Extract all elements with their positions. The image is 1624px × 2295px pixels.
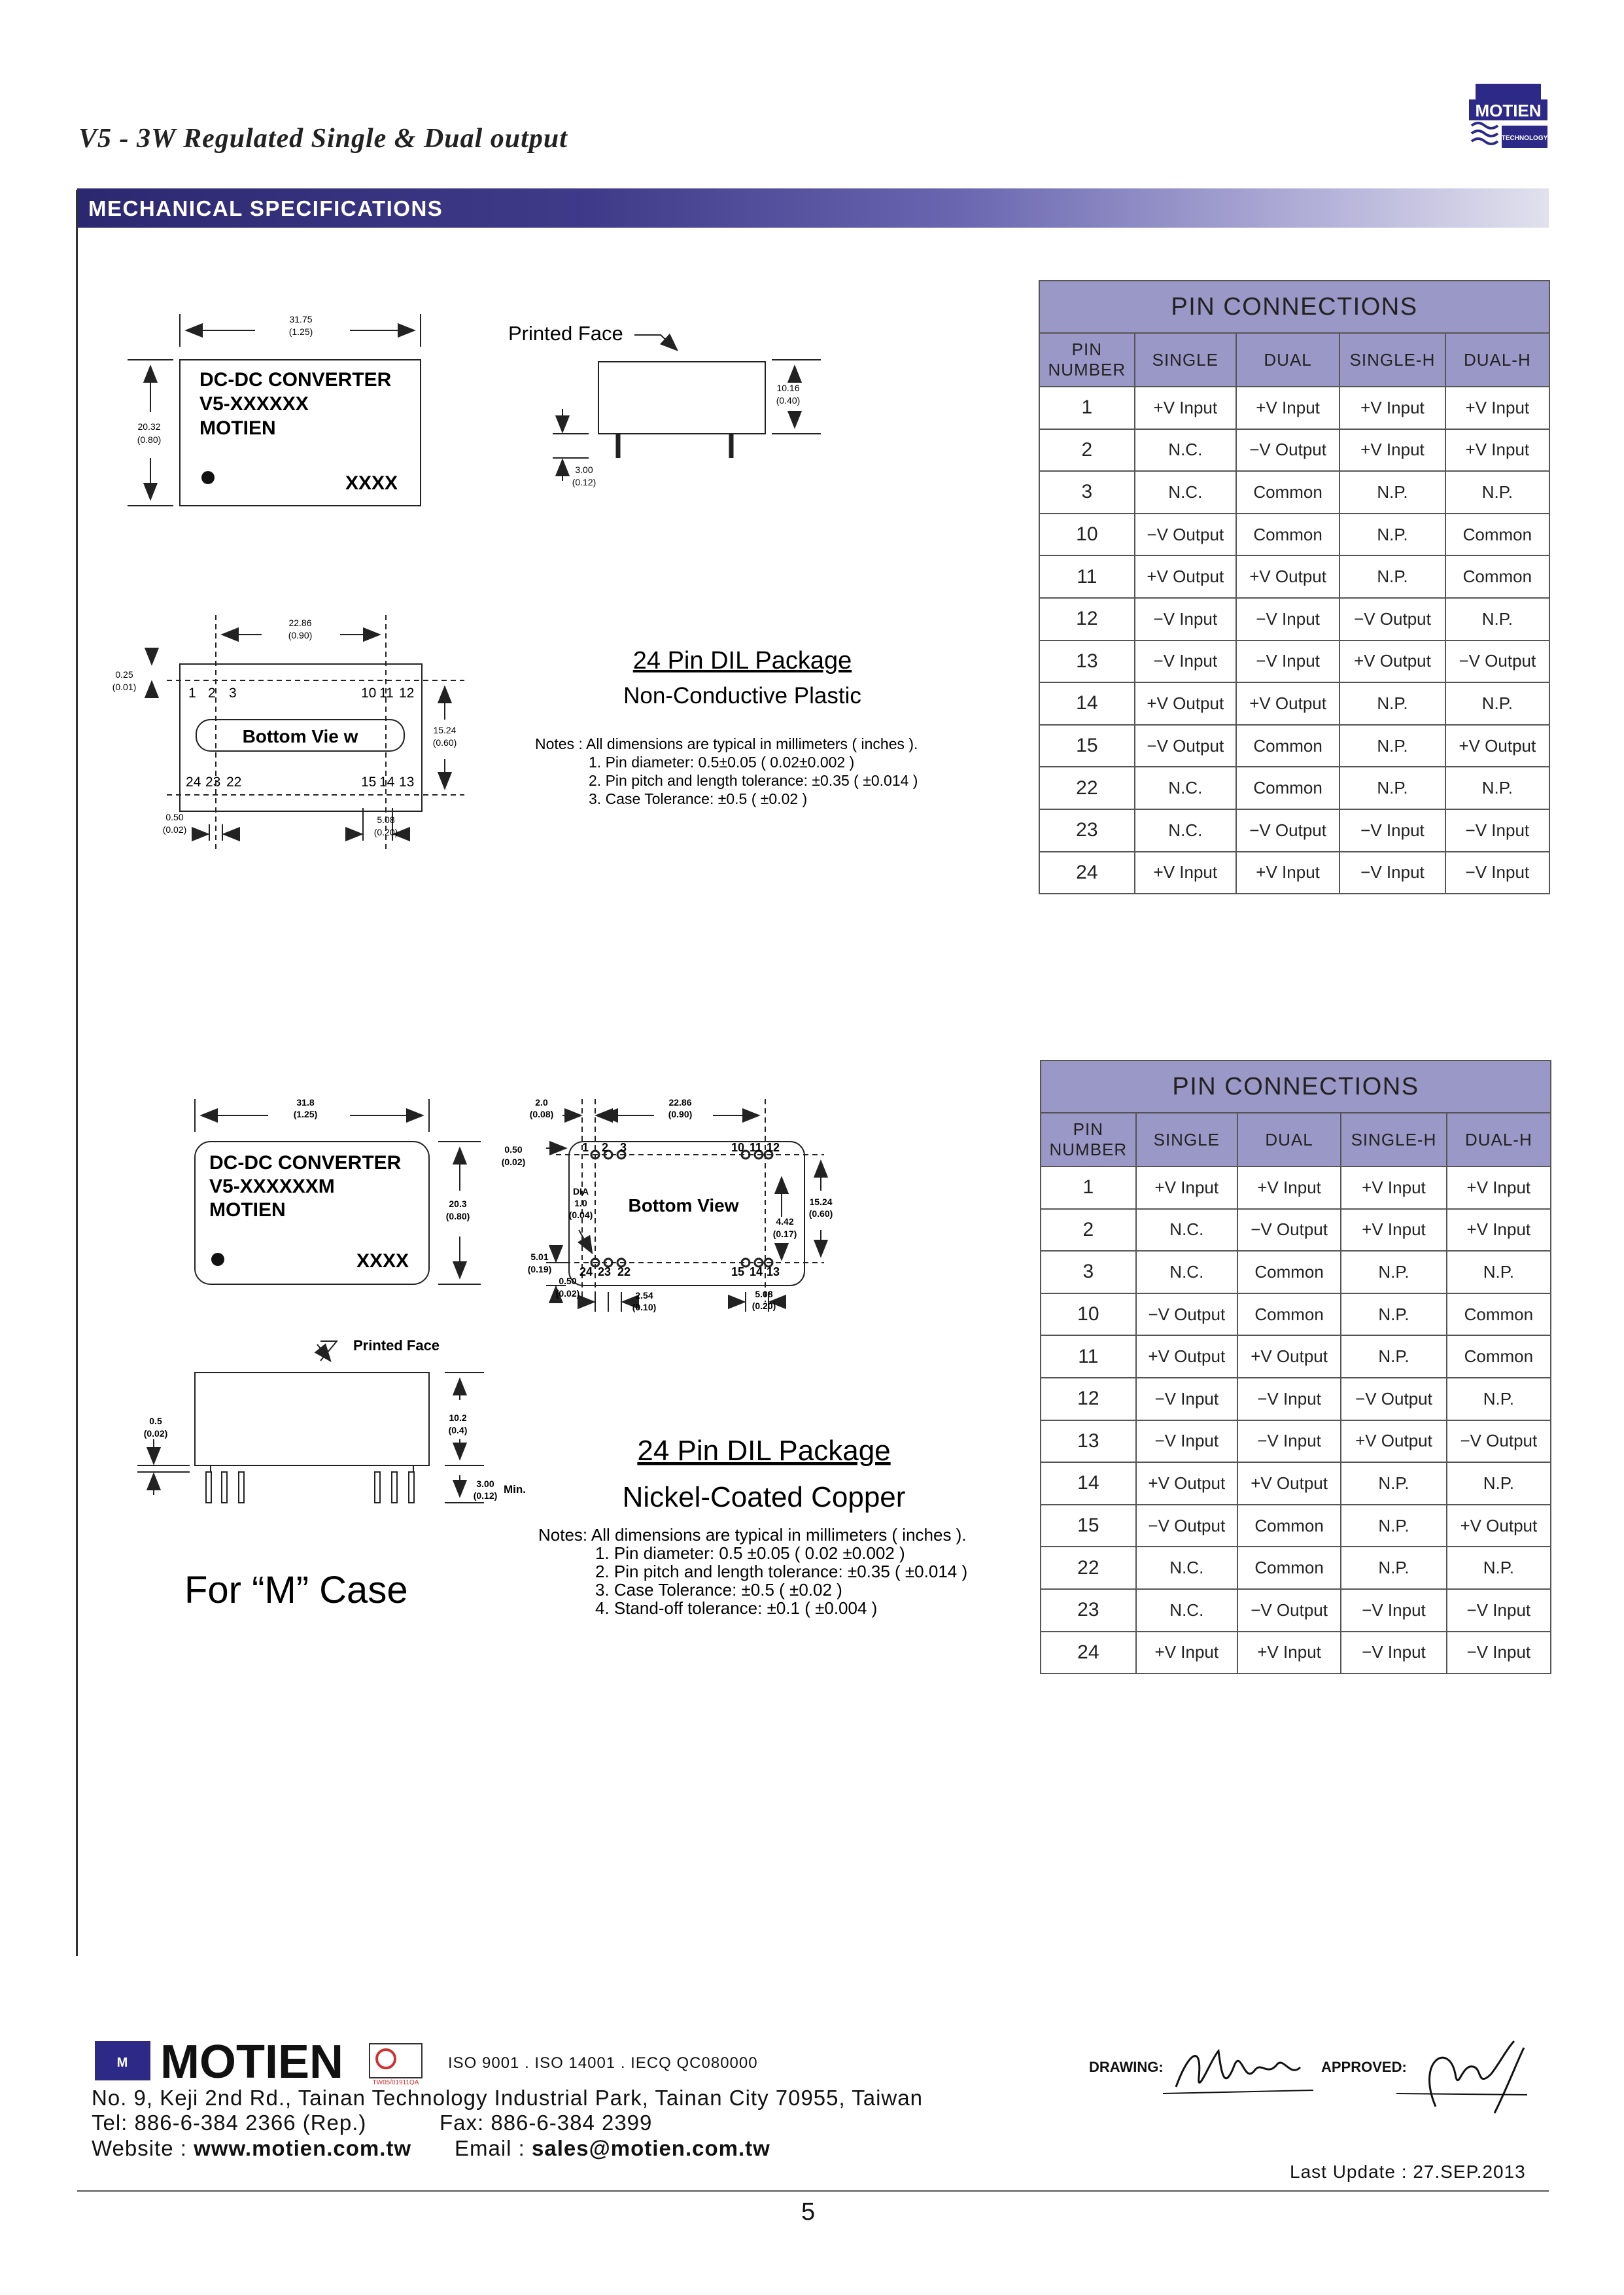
p1-pin1-dot [201, 471, 215, 484]
pin-function-cell: −V Input [1236, 640, 1339, 683]
p2-pitch1-in: (0.10) [632, 1302, 657, 1312]
pin-function-cell: N.P. [1339, 725, 1445, 767]
pin-function-cell: N.P. [1447, 1462, 1551, 1505]
p1-width-in: (1.25) [288, 326, 313, 337]
pin-function-cell: Common [1236, 767, 1339, 809]
pin-function-cell: N.P. [1339, 555, 1445, 598]
p1-pin-label: 24 [186, 775, 201, 790]
col-header-dual-h: DUAL-H [1447, 1113, 1551, 1166]
p2-package-title: 24 Pin DIL Package [637, 1435, 891, 1467]
pin-function-cell: N.C. [1136, 1209, 1237, 1252]
p2-pin-label: 2 [602, 1141, 609, 1154]
pin-function-cell: N.P. [1341, 1293, 1446, 1336]
pin-function-cell: +V Input [1237, 1166, 1341, 1209]
p1-pin-label: 10 [361, 686, 377, 701]
p1-pin-dia-mm: 0.50 [165, 812, 184, 822]
pin-function-cell: +V Input [1136, 1166, 1237, 1209]
p2-height-in: (0.80) [445, 1211, 470, 1221]
p2-offset-mm: 2.0 [535, 1097, 548, 1108]
pin-number-cell: 2 [1041, 1209, 1136, 1252]
p1-pin-label: 23 [205, 775, 221, 790]
p2-label-line1: DC-DC CONVERTER [209, 1152, 402, 1174]
p1-pin-label: 1 [188, 686, 196, 701]
p1-note: 1. Pin diameter: 0.5±0.05 ( 0.02±0.002 ) [589, 754, 855, 771]
p2-note: 3. Case Tolerance: ±0.5 ( ±0.02 ) [595, 1580, 842, 1600]
logo-subtext: TECHNOLOGY [1501, 135, 1548, 142]
table-row [1041, 1589, 1551, 1632]
p1-pin-label: 3 [229, 686, 237, 701]
p2-inner-mm: 4.42 [776, 1216, 794, 1227]
m-case-label: For “M” Case [184, 1569, 408, 1611]
pin-number-cell: 23 [1041, 1589, 1136, 1632]
pin-number-cell: 10 [1041, 1293, 1136, 1336]
p2-pin-label: 1 [582, 1141, 589, 1154]
p2-standoff-in: (0.02) [143, 1428, 168, 1439]
pin-function-cell: −V Input [1136, 1420, 1237, 1463]
p2-edge-in: (0.02) [501, 1157, 526, 1167]
pin-function-cell: +V Input [1237, 1632, 1341, 1674]
table-row [1039, 767, 1549, 809]
pin-function-cell: −V Output [1136, 1505, 1237, 1547]
document-title: V5 - 3W Regulated Single & Dual output [78, 124, 568, 154]
p1-pin-dia-in: (0.02) [162, 824, 187, 835]
pin-function-cell: +V Input [1236, 387, 1339, 429]
pin-function-cell: −V Input [1341, 1632, 1446, 1674]
p2-pin-label: 12 [767, 1141, 780, 1154]
table-row [1041, 1462, 1551, 1505]
col-header-pin: PIN NUMBER [1039, 333, 1135, 387]
p2-side-view-outline [195, 1373, 429, 1465]
pin-function-cell: Common [1236, 471, 1339, 514]
table-row [1039, 471, 1549, 514]
table-row [1041, 1166, 1551, 1209]
pin-function-cell: Common [1237, 1293, 1341, 1336]
pin-function-cell: N.P. [1341, 1462, 1446, 1505]
pin-function-cell: +V Output [1237, 1335, 1341, 1378]
pin-function-cell: −V Output [1341, 1378, 1446, 1420]
p2-pin1-dot [211, 1253, 224, 1266]
p1-pin-label: 14 [379, 775, 395, 790]
pin-connections-table-2 [1040, 1060, 1551, 1674]
p1-pin-len-mm: 3.00 [575, 464, 593, 475]
pin-function-cell: −V Output [1135, 725, 1236, 767]
pin-function-cell: −V Output [1135, 514, 1236, 556]
table-row [1041, 1505, 1551, 1547]
p1-height-mm: 20.32 [137, 421, 161, 432]
pin-number-cell: 24 [1039, 852, 1135, 894]
website-label: Website : [92, 2136, 187, 2160]
p1-pin-label: 11 [379, 686, 394, 701]
p1-note: 2. Pin pitch and length tolerance: ±0.35 ( ±0.014 ) [589, 772, 918, 789]
p2-pin-len-mm: 3.00 [476, 1479, 494, 1489]
pin-function-cell: N.C. [1135, 809, 1236, 852]
pin-number-cell: 11 [1039, 555, 1135, 598]
pin-function-cell: −V Output [1236, 429, 1339, 472]
pin-number-cell: 3 [1039, 471, 1135, 514]
pin-function-cell: N.P. [1445, 682, 1549, 725]
pin-function-cell: N.C. [1136, 1589, 1237, 1632]
p1-row-mm: 15.24 [433, 725, 457, 735]
table-row [1039, 809, 1549, 852]
pin-function-cell: N.P. [1447, 1251, 1551, 1293]
p1-package-title: 24 Pin DIL Package [632, 647, 852, 674]
pin-function-cell: +V Input [1135, 387, 1236, 429]
company-fax: Fax: 886-6-384 2399 [440, 2111, 653, 2135]
pin-number-cell: 22 [1041, 1547, 1136, 1589]
section-title: MECHANICAL SPECIFICATIONS [88, 196, 443, 220]
pin-function-cell: Common [1237, 1251, 1341, 1293]
col-header-single: SINGLE [1135, 333, 1236, 387]
p2-pin-min: Min. [504, 1483, 526, 1496]
company-address: No. 9, Keji 2nd Rd., Tainan Technology Industrial Park, Tainan City 70955, Taiwan [92, 2086, 923, 2110]
pin-function-cell: +V Input [1339, 387, 1445, 429]
p2-note: 1. Pin diameter: 0.5 ±0.05 ( 0.02 ±0.002 ) [595, 1543, 905, 1563]
table-row [1039, 682, 1549, 725]
table-row [1041, 1293, 1551, 1336]
table-row [1039, 555, 1549, 598]
p1-bottom-view-label: Bottom Vie w [242, 726, 358, 746]
p2-pitch2-in: (0.20) [752, 1301, 776, 1311]
pin-function-cell: −V Input [1447, 1589, 1551, 1632]
p2-dia-mm: 1.0 [574, 1198, 587, 1208]
p2-edge-mm: 0.50 [504, 1144, 523, 1155]
pin-number-cell: 1 [1039, 387, 1135, 429]
p1-edge-mm: 0.25 [115, 669, 133, 680]
pin-function-cell: +V Input [1135, 852, 1236, 894]
col-header-single-h: SINGLE-H [1339, 333, 1445, 387]
pin-number-cell: 13 [1039, 640, 1135, 683]
footer-brand: MOTIEN [160, 2036, 343, 2085]
pin-number-cell: 12 [1039, 598, 1135, 640]
pin-function-cell: +V Output [1136, 1335, 1237, 1378]
pin-function-cell: N.P. [1339, 514, 1445, 556]
company-tel: Tel: 886-6-384 2366 (Rep.) [92, 2111, 367, 2135]
p2-height-mm: 20.3 [449, 1199, 467, 1209]
pin-connections-table-1 [1039, 280, 1550, 894]
p2-row-mm: 15.24 [809, 1197, 833, 1207]
p2-note: 2. Pin pitch and length tolerance: ±0.35 ( ±0.014 ) [595, 1562, 968, 1581]
p2-material: Nickel-Coated Copper [622, 1481, 906, 1513]
pin-function-cell: +V Input [1136, 1632, 1237, 1674]
pin-function-cell: −V Input [1445, 852, 1549, 894]
pin-function-cell: +V Input [1447, 1166, 1551, 1209]
website-link[interactable]: www.motien.com.tw [194, 2136, 412, 2160]
table-row [1039, 387, 1549, 429]
p2-width-in: (1.25) [293, 1109, 318, 1119]
p2-offset-in: (0.08) [529, 1109, 554, 1119]
p1-side-height-mm: 10.16 [776, 383, 800, 393]
cert-badge-text: TW05/01911QA [372, 2079, 419, 2085]
pin-number-cell: 10 [1039, 514, 1135, 556]
table-row [1041, 1378, 1551, 1420]
pin-function-cell: N.P. [1341, 1251, 1446, 1293]
p2-pin-label: 11 [750, 1141, 763, 1154]
pin-number-cell: 15 [1039, 725, 1135, 767]
email-label: Email : [455, 2136, 525, 2160]
table-row [1039, 598, 1549, 640]
table-row [1039, 514, 1549, 556]
approved-label: APPROVED: [1321, 2059, 1407, 2075]
pin-function-cell: +V Input [1341, 1209, 1446, 1252]
pin-function-cell: +V Output [1236, 682, 1339, 725]
p2-side-in: (0.19) [527, 1264, 552, 1274]
pin-function-cell: −V Input [1135, 640, 1236, 683]
p1-edge-in: (0.01) [112, 682, 137, 692]
pin-function-cell: N.P. [1445, 471, 1549, 514]
p1-side-height-in: (0.40) [776, 395, 801, 406]
pin-function-cell: N.C. [1136, 1547, 1237, 1589]
pin-number-cell: 1 [1041, 1166, 1136, 1209]
pin-function-cell: −V Input [1445, 809, 1549, 852]
pin-function-cell: −V Output [1136, 1293, 1237, 1336]
pin-function-cell: +V Output [1135, 555, 1236, 598]
pin-number-cell: 3 [1041, 1251, 1136, 1293]
pin-function-cell: −V Output [1236, 809, 1339, 852]
pin-function-cell: +V Input [1447, 1209, 1551, 1252]
p2-row-in: (0.60) [808, 1208, 833, 1219]
p1-pin-label: 2 [208, 686, 216, 701]
p2-printed-face: Printed Face [353, 1337, 440, 1354]
pin-function-cell: −V Input [1237, 1378, 1341, 1420]
pin-function-cell: N.P. [1445, 767, 1549, 809]
p2-span-in: (0.90) [668, 1109, 693, 1119]
pin-function-cell: N.C. [1135, 429, 1236, 472]
table-row [1041, 1209, 1551, 1252]
pin-function-cell: −V Input [1236, 598, 1339, 640]
p2-dia-label: DIA [572, 1186, 589, 1197]
pin-function-cell: Common [1447, 1293, 1551, 1336]
approved-signature [1396, 2035, 1534, 2129]
pin-function-cell: −V Output [1447, 1420, 1551, 1463]
p1-label-line1: DC-DC CONVERTER [199, 369, 392, 391]
p2-pin-dia-mm: 0.50 [559, 1276, 577, 1286]
pin-function-cell: −V Input [1136, 1378, 1237, 1420]
footer-logo [95, 2036, 428, 2088]
pin-function-cell: N.C. [1135, 471, 1236, 514]
col-header-dual-h: DUAL-H [1445, 333, 1549, 387]
pin-function-cell: N.P. [1339, 767, 1445, 809]
pin-number-cell: 15 [1041, 1505, 1136, 1547]
pin-function-cell: +V Output [1135, 682, 1236, 725]
p2-inner-in: (0.17) [772, 1229, 797, 1239]
pin-function-cell: −V Output [1339, 598, 1445, 640]
pin-function-cell: Common [1445, 514, 1549, 556]
p2-pin-len-in: (0.12) [473, 1490, 498, 1501]
svg-text:M: M [116, 2056, 128, 2070]
p2-bottom-view-label: Bottom View [628, 1195, 739, 1216]
p2-pitch2-mm: 5.08 [755, 1289, 773, 1299]
table-row [1039, 429, 1549, 472]
p1-pin-label: 12 [399, 686, 415, 701]
last-update: Last Update : 27.SEP.2013 [1290, 2162, 1526, 2182]
pin-function-cell: Common [1445, 555, 1549, 598]
p2-date-code: XXXX [356, 1250, 409, 1272]
pin-function-cell: +V Output [1447, 1505, 1551, 1547]
pin-number-cell: 2 [1039, 429, 1135, 472]
pin-number-cell: 22 [1039, 767, 1135, 809]
p2-label-line2: V5-XXXXXXM [209, 1176, 335, 1197]
pin-function-cell: −V Input [1237, 1420, 1341, 1463]
certifications: ISO 9001 . ISO 14001 . IECQ QC080000 [448, 2054, 758, 2072]
p2-width-mm: 31.8 [296, 1097, 315, 1108]
p1-date-code: XXXX [345, 472, 398, 494]
col-header-pin: PIN NUMBER [1041, 1113, 1136, 1166]
pin-function-cell: +V Input [1445, 387, 1549, 429]
p2-side-height-mm: 10.2 [449, 1412, 467, 1423]
p1-width-mm: 31.75 [289, 314, 313, 324]
p1-note: 3. Case Tolerance: ±0.5 ( ±0.02 ) [589, 790, 808, 807]
p1-printed-face: Printed Face [508, 322, 623, 345]
pin-function-cell: −V Output [1237, 1209, 1341, 1252]
footer-rule [77, 2190, 1549, 2192]
pin-function-cell: Common [1236, 514, 1339, 556]
p2-dia-in: (0.04) [568, 1210, 593, 1220]
pin-function-cell: +V Input [1339, 429, 1445, 472]
p2-pin-label: 10 [731, 1141, 745, 1154]
table-row [1039, 640, 1549, 683]
drawing-signature [1163, 2038, 1320, 2113]
p1-pin-len-in: (0.12) [572, 477, 596, 487]
pin-function-cell: −V Input [1339, 852, 1445, 894]
pin-number-cell: 23 [1039, 809, 1135, 852]
pin-function-cell: N.P. [1341, 1505, 1446, 1547]
p1-row-in: (0.60) [432, 737, 457, 748]
pin-number-cell: 14 [1041, 1462, 1136, 1505]
table-row [1041, 1547, 1551, 1589]
p1-pitch-mm: 5.08 [377, 815, 395, 825]
p2-pin-label: 13 [767, 1265, 780, 1278]
table-row [1041, 1335, 1551, 1378]
p2-pin-label: 24 [579, 1265, 593, 1278]
pin-number-cell: 12 [1041, 1378, 1136, 1420]
table-title: PIN CONNECTIONS [1041, 1060, 1551, 1113]
p1-pin-label: 13 [399, 775, 415, 790]
p2-pin-dia-in: (0.02) [555, 1288, 580, 1299]
p2-span-mm: 22.86 [668, 1097, 692, 1108]
p2-side-mm: 5.01 [530, 1252, 549, 1262]
table-row [1039, 725, 1549, 767]
pin-function-cell: −V Input [1135, 598, 1236, 640]
pin-function-cell: −V Input [1339, 809, 1445, 852]
p2-pin-label: 3 [620, 1141, 627, 1154]
p1-pin-label: 22 [226, 775, 242, 790]
p1-material: Non-Conductive Plastic [623, 683, 861, 709]
p1-bottom-span-in: (0.90) [288, 630, 313, 640]
logo-text: MOTIEN [1475, 101, 1542, 120]
pin-function-cell: −V Input [1447, 1632, 1551, 1674]
pin-table-body-1 [1039, 387, 1549, 894]
pin-number-cell: 14 [1039, 682, 1135, 725]
pin-function-cell: +V Output [1445, 725, 1549, 767]
pin-function-cell: Common [1236, 725, 1339, 767]
col-header-single: SINGLE [1136, 1113, 1237, 1166]
pin-function-cell: N.P. [1341, 1335, 1446, 1378]
table-title: PIN CONNECTIONS [1039, 281, 1549, 333]
pin-function-cell: N.P. [1447, 1378, 1551, 1420]
col-header-single-h: SINGLE-H [1341, 1113, 1446, 1166]
table-row [1041, 1632, 1551, 1674]
pin-function-cell: N.C. [1135, 767, 1236, 809]
pin-function-cell: −V Input [1341, 1589, 1446, 1632]
col-header-dual: DUAL [1237, 1113, 1341, 1166]
pin-function-cell: −V Output [1237, 1589, 1341, 1632]
p1-label-line3: MOTIEN [199, 417, 276, 439]
pin-function-cell: +V Output [1341, 1420, 1446, 1463]
pin-function-cell: +V Input [1445, 429, 1549, 472]
pin-function-cell: −V Output [1445, 640, 1549, 683]
pin-function-cell: +V Output [1236, 555, 1339, 598]
email-link[interactable]: sales@motien.com.tw [532, 2136, 770, 2160]
p2-side-height-in: (0.4) [448, 1425, 468, 1435]
pin-function-cell: Common [1237, 1505, 1341, 1547]
pin-function-cell: +V Input [1341, 1166, 1446, 1209]
pin-function-cell: Common [1237, 1547, 1341, 1589]
pin-function-cell: N.P. [1341, 1547, 1446, 1589]
table-row [1039, 852, 1549, 894]
pin-function-cell: N.P. [1445, 598, 1549, 640]
p1-pitch-in: (0.20) [373, 827, 398, 837]
p1-pin-label: 15 [361, 775, 377, 790]
p2-notes-header: Notes: All dimensions are typical in millimeters ( inches ). [538, 1525, 967, 1545]
col-header-dual: DUAL [1236, 333, 1339, 387]
pin-table-body-2 [1041, 1166, 1551, 1673]
pin-function-cell: +V Output [1339, 640, 1445, 683]
p1-label-line2: V5-XXXXXX [199, 393, 309, 415]
p2-standoff-mm: 0.5 [149, 1416, 162, 1426]
pin-number-cell: 13 [1041, 1420, 1136, 1463]
pin-number-cell: 24 [1041, 1632, 1136, 1674]
p1-bottom-span-mm: 22.86 [288, 618, 312, 628]
page-number: 5 [801, 2198, 816, 2226]
pin-function-cell: +V Output [1237, 1462, 1341, 1505]
table-row [1041, 1420, 1551, 1463]
pin-function-cell: N.P. [1339, 682, 1445, 725]
pin-function-cell: N.C. [1136, 1251, 1237, 1293]
pin-function-cell: N.P. [1447, 1547, 1551, 1589]
pin-function-cell: +V Input [1236, 852, 1339, 894]
drawing-label: DRAWING: [1089, 2059, 1164, 2075]
p1-side-view-outline [598, 362, 765, 434]
table-row [1041, 1251, 1551, 1293]
p1-height-in: (0.80) [137, 434, 162, 445]
p2-pin-label: 22 [617, 1265, 631, 1278]
pin-function-cell: +V Output [1136, 1462, 1237, 1505]
pin-function-cell: N.P. [1339, 471, 1445, 514]
p2-label-line3: MOTIEN [209, 1199, 286, 1221]
pin-function-cell: Common [1447, 1335, 1551, 1378]
pin-number-cell: 11 [1041, 1335, 1136, 1378]
p2-note: 4. Stand-off tolerance: ±0.1 ( ±0.004 ) [595, 1598, 878, 1618]
p2-pin-label: 14 [750, 1265, 763, 1278]
p2-pin-label: 23 [598, 1265, 612, 1278]
p2-pin-label: 15 [731, 1265, 745, 1278]
p1-notes-header: Notes : All dimensions are typical in millimeters ( inches ). [535, 735, 918, 752]
p2-pitch1-mm: 2.54 [635, 1290, 653, 1301]
